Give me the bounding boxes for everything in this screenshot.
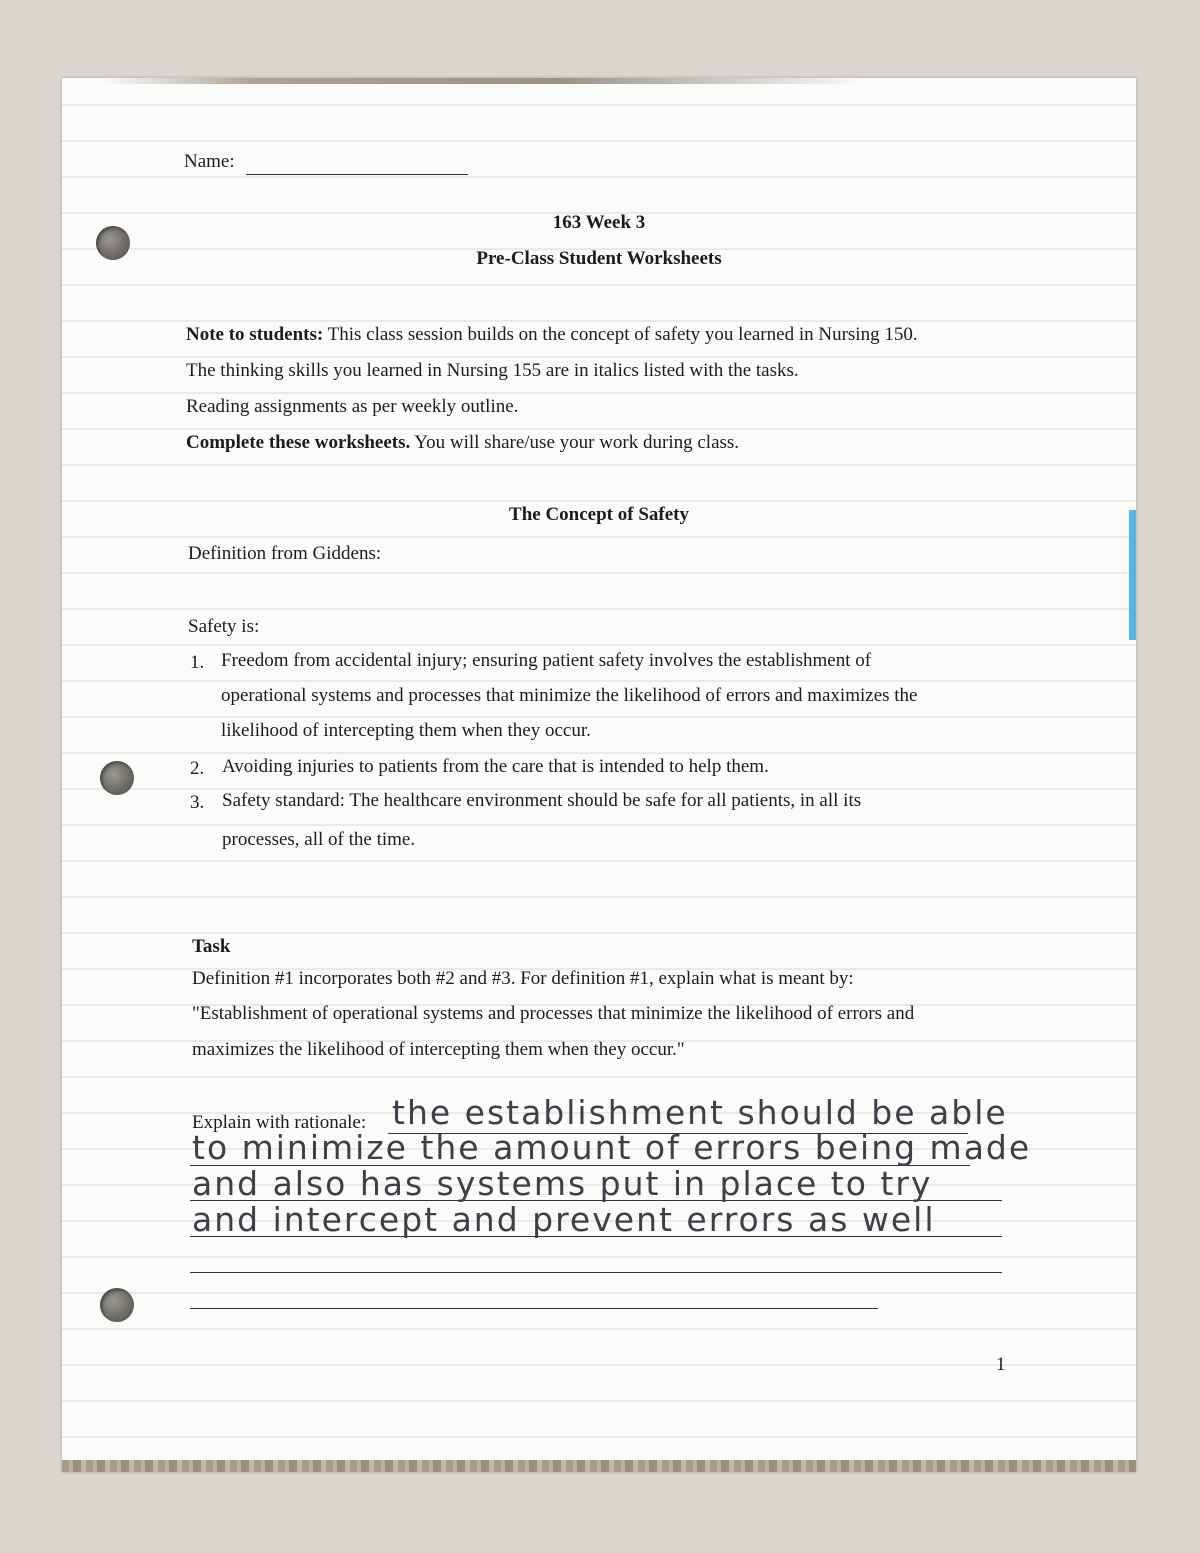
explain-label: Explain with rationale: [192, 1112, 367, 1133]
course-title: 163 Week 3 [552, 212, 646, 233]
answer-line-6[interactable] [190, 1308, 878, 1309]
note-line-1 [186, 324, 918, 346]
item-1-line-2: operational systems and processes that minimize the likelihood of errors and maximizes the [221, 685, 918, 706]
blue-divider-tab [1129, 510, 1136, 640]
task-line-2: "Establishment of operational systems and processes that minimize the likelihood of errors and [192, 1003, 915, 1024]
item-1-line-1: Freedom from accidental injury; ensuring patient safety involves the establishment of [221, 650, 872, 671]
item-number: 2. [190, 758, 205, 779]
punch-hole-icon [100, 761, 134, 795]
answer-line-5[interactable] [190, 1272, 1002, 1273]
task-line-1: Definition #1 incorporates both #2 and #3. For definition #1, explain what is meant by: [192, 968, 854, 989]
handwritten-answer-line-3: and also has systems put in place to try [192, 1164, 933, 1203]
paper-bottom-edge [62, 1460, 1136, 1472]
note-label: Note to students: [186, 324, 324, 345]
name-field-line[interactable] [246, 174, 468, 175]
page-number: 1 [996, 1354, 1006, 1375]
name-label: Name: [184, 151, 235, 172]
note-text: This class session builds on the concept of safety you learned in Nursing 150. [323, 324, 918, 345]
worksheet-title: Pre-Class Student Worksheets [476, 248, 722, 269]
task-line-3: maximizes the likelihood of intercepting them when they occur." [192, 1039, 685, 1060]
item-1-line-3: likelihood of intercepting them when they occur. [221, 720, 591, 741]
definition-label: Definition from Giddens: [188, 543, 382, 564]
paper-top-edge [102, 78, 862, 84]
item-number: 1. [190, 652, 205, 673]
handwritten-answer-line-1: the establishment should be able [392, 1093, 1008, 1132]
note-line-3: Reading assignments as per weekly outline. [186, 396, 519, 417]
safety-label: Safety is: [188, 616, 260, 637]
item-3-line-2: processes, all of the time. [222, 829, 416, 850]
worksheet-page [62, 78, 1136, 1472]
concept-heading: The Concept of Safety [509, 504, 689, 525]
item-3-line-1: Safety standard: The healthcare environment should be safe for all patients, in all its [222, 790, 862, 811]
complete-label: Complete these worksheets. [186, 432, 411, 453]
complete-line [186, 432, 739, 454]
complete-text: You will share/use your work during class. [410, 432, 740, 453]
item-number: 3. [190, 792, 205, 813]
handwritten-answer-line-2: to minimize the amount of errors being made [192, 1128, 1032, 1167]
item-2-line-1: Avoiding injuries to patients from the care that is intended to help them. [222, 756, 769, 777]
punch-hole-icon [100, 1288, 134, 1322]
note-line-2: The thinking skills you learned in Nursing 155 are in italics listed with the tasks. [186, 360, 799, 381]
task-heading: Task [192, 936, 231, 957]
handwritten-answer-line-4: and intercept and prevent errors as well [192, 1200, 936, 1239]
